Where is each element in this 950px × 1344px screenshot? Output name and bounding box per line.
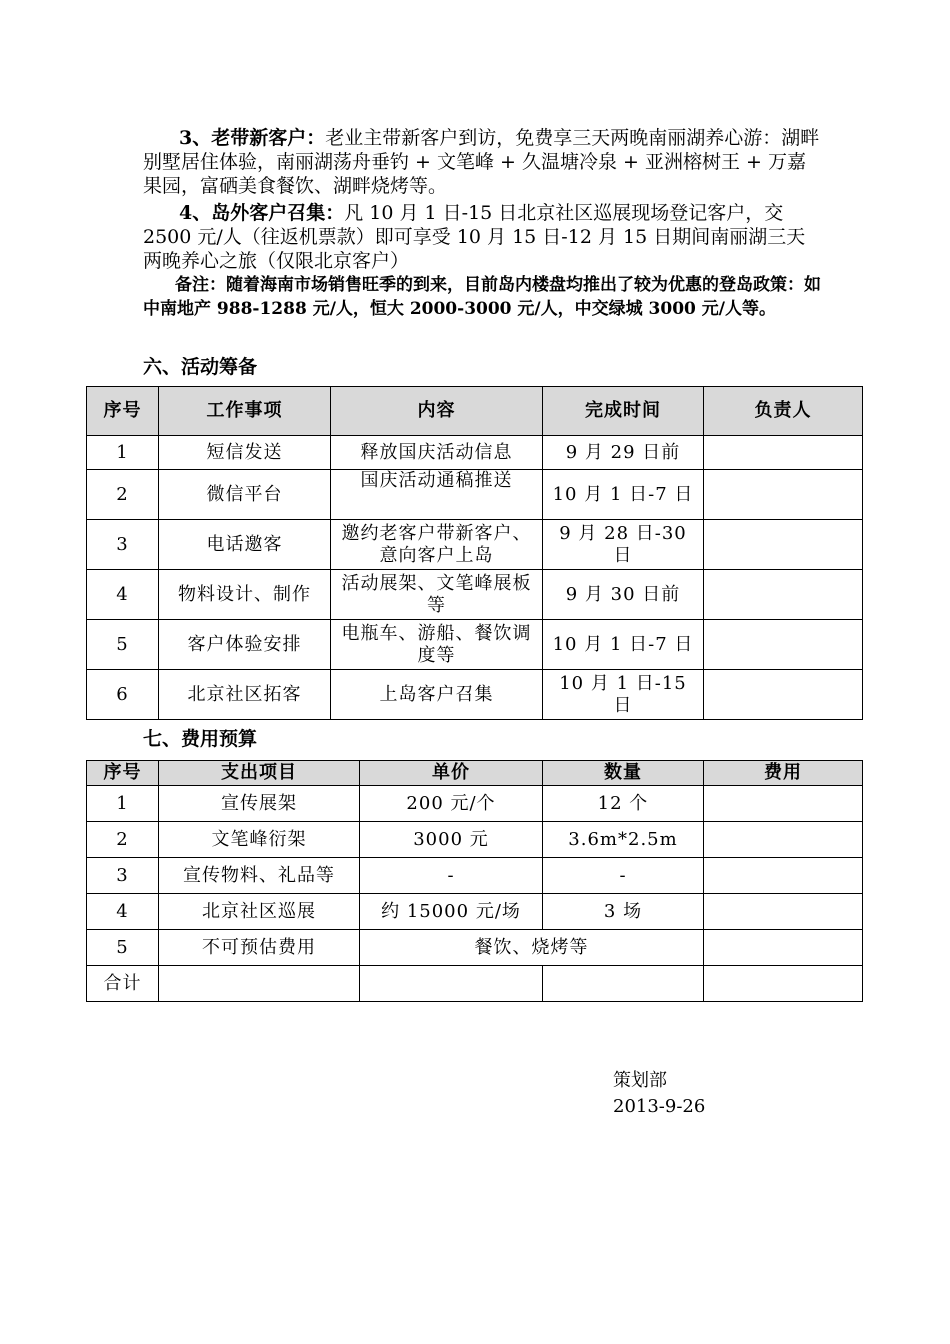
- note-paragraph: 备注：随着海南市场销售旺季的到来，目前岛内楼盘均推出了较为优惠的登岛政策：如中南地产 988-1288 元/人，恒大 2000-3000 元/人，中交绿城 3000 元/人等。: [143, 275, 821, 319]
- item-3-label: 3、老带新客户：: [179, 127, 326, 149]
- cell-task: 北京社区拓客: [159, 670, 331, 720]
- cell-owner: [704, 436, 863, 470]
- cell-empty: [704, 966, 863, 1002]
- cell-quantity: 3.6m*2.5m: [543, 822, 704, 858]
- item-3-text: 老业主带新客户到访，免费享三天两晚南丽湖养心游：湖畔别墅居住体验，南丽湖荡舟垂钓 + 文笔峰 + 久温塘冷泉 + 亚洲榕树王 + 万嘉果园，富硒美食餐饮、湖畔烧烤等。: [143, 127, 820, 197]
- cell-quantity: 3 场: [543, 894, 704, 930]
- cell-unit-price: 200 元/个: [360, 786, 543, 822]
- cell-task: 电话邀客: [159, 520, 331, 570]
- cell-content: 释放国庆活动信息: [331, 436, 543, 470]
- cell-no: 5: [87, 620, 159, 670]
- cell-item: 文笔峰衍架: [159, 822, 360, 858]
- cell-no: 4: [87, 570, 159, 620]
- cell-owner: [704, 620, 863, 670]
- cell-no: 2: [87, 822, 159, 858]
- item-4-text: 凡 10 月 1 日-15 日北京社区巡展现场登记客户，交 2500 元/人（往返机票款）即可享受 10 月 15 日-12 月 15 日期间南丽湖三天两晚养心之旅（仅限北京客户）: [143, 202, 806, 272]
- cell-no: 2: [87, 470, 159, 520]
- cell-item: 北京社区巡展: [159, 894, 360, 930]
- cell-quantity: -: [543, 858, 704, 894]
- header-no: 序号: [87, 761, 159, 786]
- item-4-paragraph: [143, 201, 823, 273]
- header-deadline: 完成时间: [543, 387, 704, 436]
- cell-cost: [704, 894, 863, 930]
- cell-owner: [704, 670, 863, 720]
- cell-empty: [360, 966, 543, 1002]
- cell-item: 宣传物料、礼品等: [159, 858, 360, 894]
- cell-empty: [159, 966, 360, 1002]
- cell-no: 4: [87, 894, 159, 930]
- header-no: 序号: [87, 387, 159, 436]
- cell-task: 物料设计、制作: [159, 570, 331, 620]
- cell-no: 3: [87, 858, 159, 894]
- cell-item: 宣传展架: [159, 786, 360, 822]
- table-row: [87, 520, 863, 570]
- table-row: [87, 570, 863, 620]
- cell-content: 邀约老客户带新客户、意向客户上岛: [331, 520, 543, 570]
- table-row: [87, 930, 863, 966]
- cell-deadline: 10 月 1 日-7 日: [543, 470, 704, 520]
- cell-cost: [704, 822, 863, 858]
- section-6-title: 六、活动筹备: [143, 356, 258, 378]
- cell-owner: [704, 570, 863, 620]
- cell-content: 电瓶车、游船、餐饮调度等: [331, 620, 543, 670]
- preparation-table: [86, 386, 863, 720]
- total-row: [87, 966, 863, 1002]
- cell-unit-price: 3000 元: [360, 822, 543, 858]
- table-row: [87, 620, 863, 670]
- table-row: [87, 670, 863, 720]
- cell-cost: [704, 930, 863, 966]
- cell-cost: [704, 786, 863, 822]
- header-expense-item: 支出项目: [159, 761, 360, 786]
- signature-dept: 策划部: [613, 1070, 667, 1091]
- cell-task: 微信平台: [159, 470, 331, 520]
- table-row: [87, 858, 863, 894]
- cell-no: 6: [87, 670, 159, 720]
- cell-owner: [704, 470, 863, 520]
- cell-merged-detail: 餐饮、烧烤等: [360, 930, 704, 966]
- cell-no: 1: [87, 436, 159, 470]
- cell-deadline: 9 月 30 日前: [543, 570, 704, 620]
- table-header-row: [87, 761, 863, 786]
- cell-empty: [543, 966, 704, 1002]
- header-quantity: 数量: [543, 761, 704, 786]
- cell-unit-price: -: [360, 858, 543, 894]
- header-task: 工作事项: [159, 387, 331, 436]
- cell-task: 客户体验安排: [159, 620, 331, 670]
- cell-item: 不可预估费用: [159, 930, 360, 966]
- cell-content: 活动展架、文笔峰展板等: [331, 570, 543, 620]
- cell-cost: [704, 858, 863, 894]
- cell-content: 国庆活动通稿推送: [331, 470, 543, 520]
- table-row: [87, 894, 863, 930]
- table-header-row: [87, 387, 863, 436]
- header-content: 内容: [331, 387, 543, 436]
- cell-no: 1: [87, 786, 159, 822]
- cell-deadline: 10 月 1 日-15 日: [543, 670, 704, 720]
- cell-task: 短信发送: [159, 436, 331, 470]
- table-row: [87, 786, 863, 822]
- table-row: [87, 822, 863, 858]
- section-7-title: 七、费用预算: [143, 728, 258, 750]
- cell-content: 上岛客户召集: [331, 670, 543, 720]
- header-owner: 负责人: [704, 387, 863, 436]
- cell-deadline: 10 月 1 日-7 日: [543, 620, 704, 670]
- table-row: [87, 436, 863, 470]
- budget-table: [86, 760, 863, 1002]
- cell-owner: [704, 520, 863, 570]
- item-4-label: 4、岛外客户召集：: [179, 202, 345, 224]
- cell-deadline: 9 月 28 日-30 日: [543, 520, 704, 570]
- table-row: [87, 470, 863, 520]
- cell-deadline: 9 月 29 日前: [543, 436, 704, 470]
- cell-no: 5: [87, 930, 159, 966]
- cell-unit-price: 约 15000 元/场: [360, 894, 543, 930]
- header-cost: 费用: [704, 761, 863, 786]
- header-unit-price: 单价: [360, 761, 543, 786]
- cell-quantity: 12 个: [543, 786, 704, 822]
- signature-date: 2013-9-26: [613, 1096, 706, 1117]
- item-3-paragraph: [143, 126, 823, 198]
- cell-no: 3: [87, 520, 159, 570]
- total-label: 合计: [87, 966, 159, 1002]
